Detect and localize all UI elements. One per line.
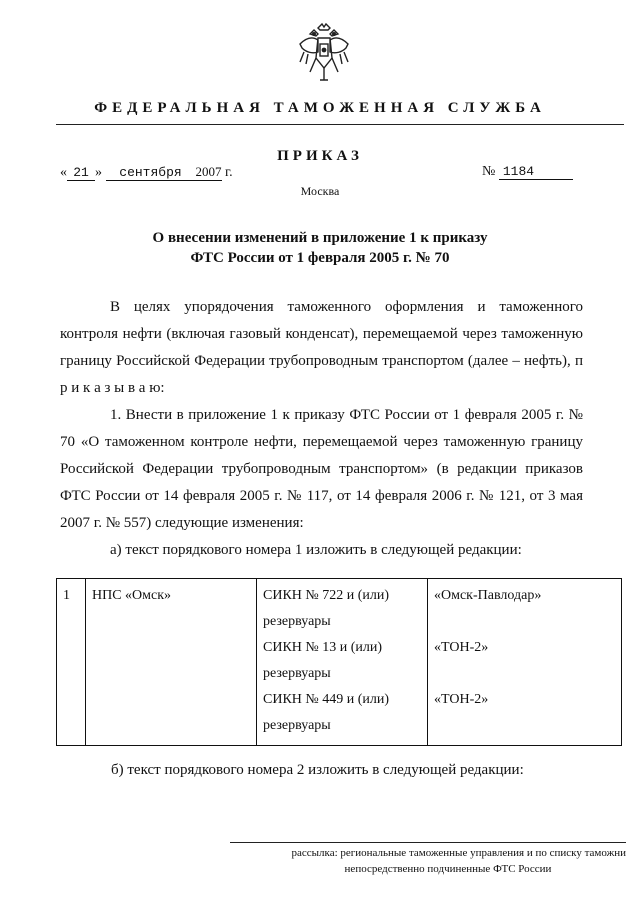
subject-line-2: ФТС России от 1 февраля 2005 г. № 70 (190, 250, 450, 266)
distribution-footnote (230, 842, 626, 877)
date-day: 21 (67, 165, 95, 181)
footnote-line-1: рассылка: региональные таможенные управления и по списку таможни (291, 847, 626, 859)
meter-1-line-1: СИКН № 722 и (или) (263, 588, 390, 603)
meter-2-line-2: резервуары (263, 666, 331, 681)
subject-line-1: О внесении изменений в приложение 1 к приказу (152, 230, 488, 246)
date-month: сентября (106, 165, 196, 181)
order-number (482, 164, 573, 180)
number-sign: № (482, 164, 496, 179)
meter-2-line-1: СИКН № 13 и (или) (263, 640, 383, 655)
date-year-suffix: г. (225, 165, 233, 180)
meter-3-line-1: СИКН № 449 и (или) (263, 692, 390, 707)
order-subject (0, 228, 640, 268)
date-year: 2007 (195, 164, 222, 179)
pipeline-spacer-1 (434, 609, 615, 635)
agency-name: ФЕДЕРАЛЬНАЯ ТАМОЖЕННАЯ СЛУЖБА (94, 100, 546, 116)
double-headed-eagle-emblem-icon (296, 22, 352, 86)
meter-3-line-2: резервуары (263, 718, 331, 733)
table-row (57, 579, 622, 746)
preamble-paragraph: В целях упорядочения таможенного оформления и таможенного контроля нефти (включая газовый конденсат), перемещаемой через таможенную границу Российской Федерации трубопроводным транспортом (далее – нефть), п р и к а з ы в а ю: (60, 299, 583, 396)
pipeline-1: «Омск-Павлодар» (434, 588, 542, 603)
pipeline-3: «ТОН-2» (434, 692, 489, 707)
pipeline-2: «ТОН-2» (434, 640, 489, 655)
meter-1-line-2: резервуары (263, 614, 331, 629)
table-cell-meters (257, 579, 428, 746)
item-1-paragraph: 1. Внести в приложение 1 к приказу ФТС России от 1 февраля 2005 г. № 70 «О таможенном контроле нефти, перемещаемой через таможенную границу Российской Федерации трубопроводным транспортом» (в редакции приказов ФТС России от 14 февраля 2005 г. № 117, от 14 февраля 2006 г. № 121, от 3 мая 2007 г. № 557) следующие изменения: (60, 407, 583, 531)
pipeline-spacer-2 (434, 661, 615, 687)
number-value: 1184 (499, 164, 573, 180)
date-close-quote: » (95, 165, 102, 180)
order-body (60, 294, 583, 564)
replacement-table (56, 578, 622, 746)
footnote-line-2: непосредственно подчиненные ФТС России (344, 863, 552, 875)
order-date (60, 164, 233, 181)
table-cell-station: НПС «Омск» (86, 579, 257, 746)
subitem-b-paragraph: б) текст порядкового номера 2 изложить в следующей редакции: (111, 762, 524, 778)
document-type: ПРИКАЗ (277, 148, 363, 164)
date-open-quote: « (60, 165, 67, 180)
table-cell-number: 1 (57, 579, 86, 746)
subitem-a-paragraph: а) текст порядкового номера 1 изложить в следующей редакции: (110, 542, 522, 558)
table-cell-pipelines (428, 579, 622, 746)
city: Москва (300, 184, 340, 198)
header-rule (56, 124, 624, 125)
